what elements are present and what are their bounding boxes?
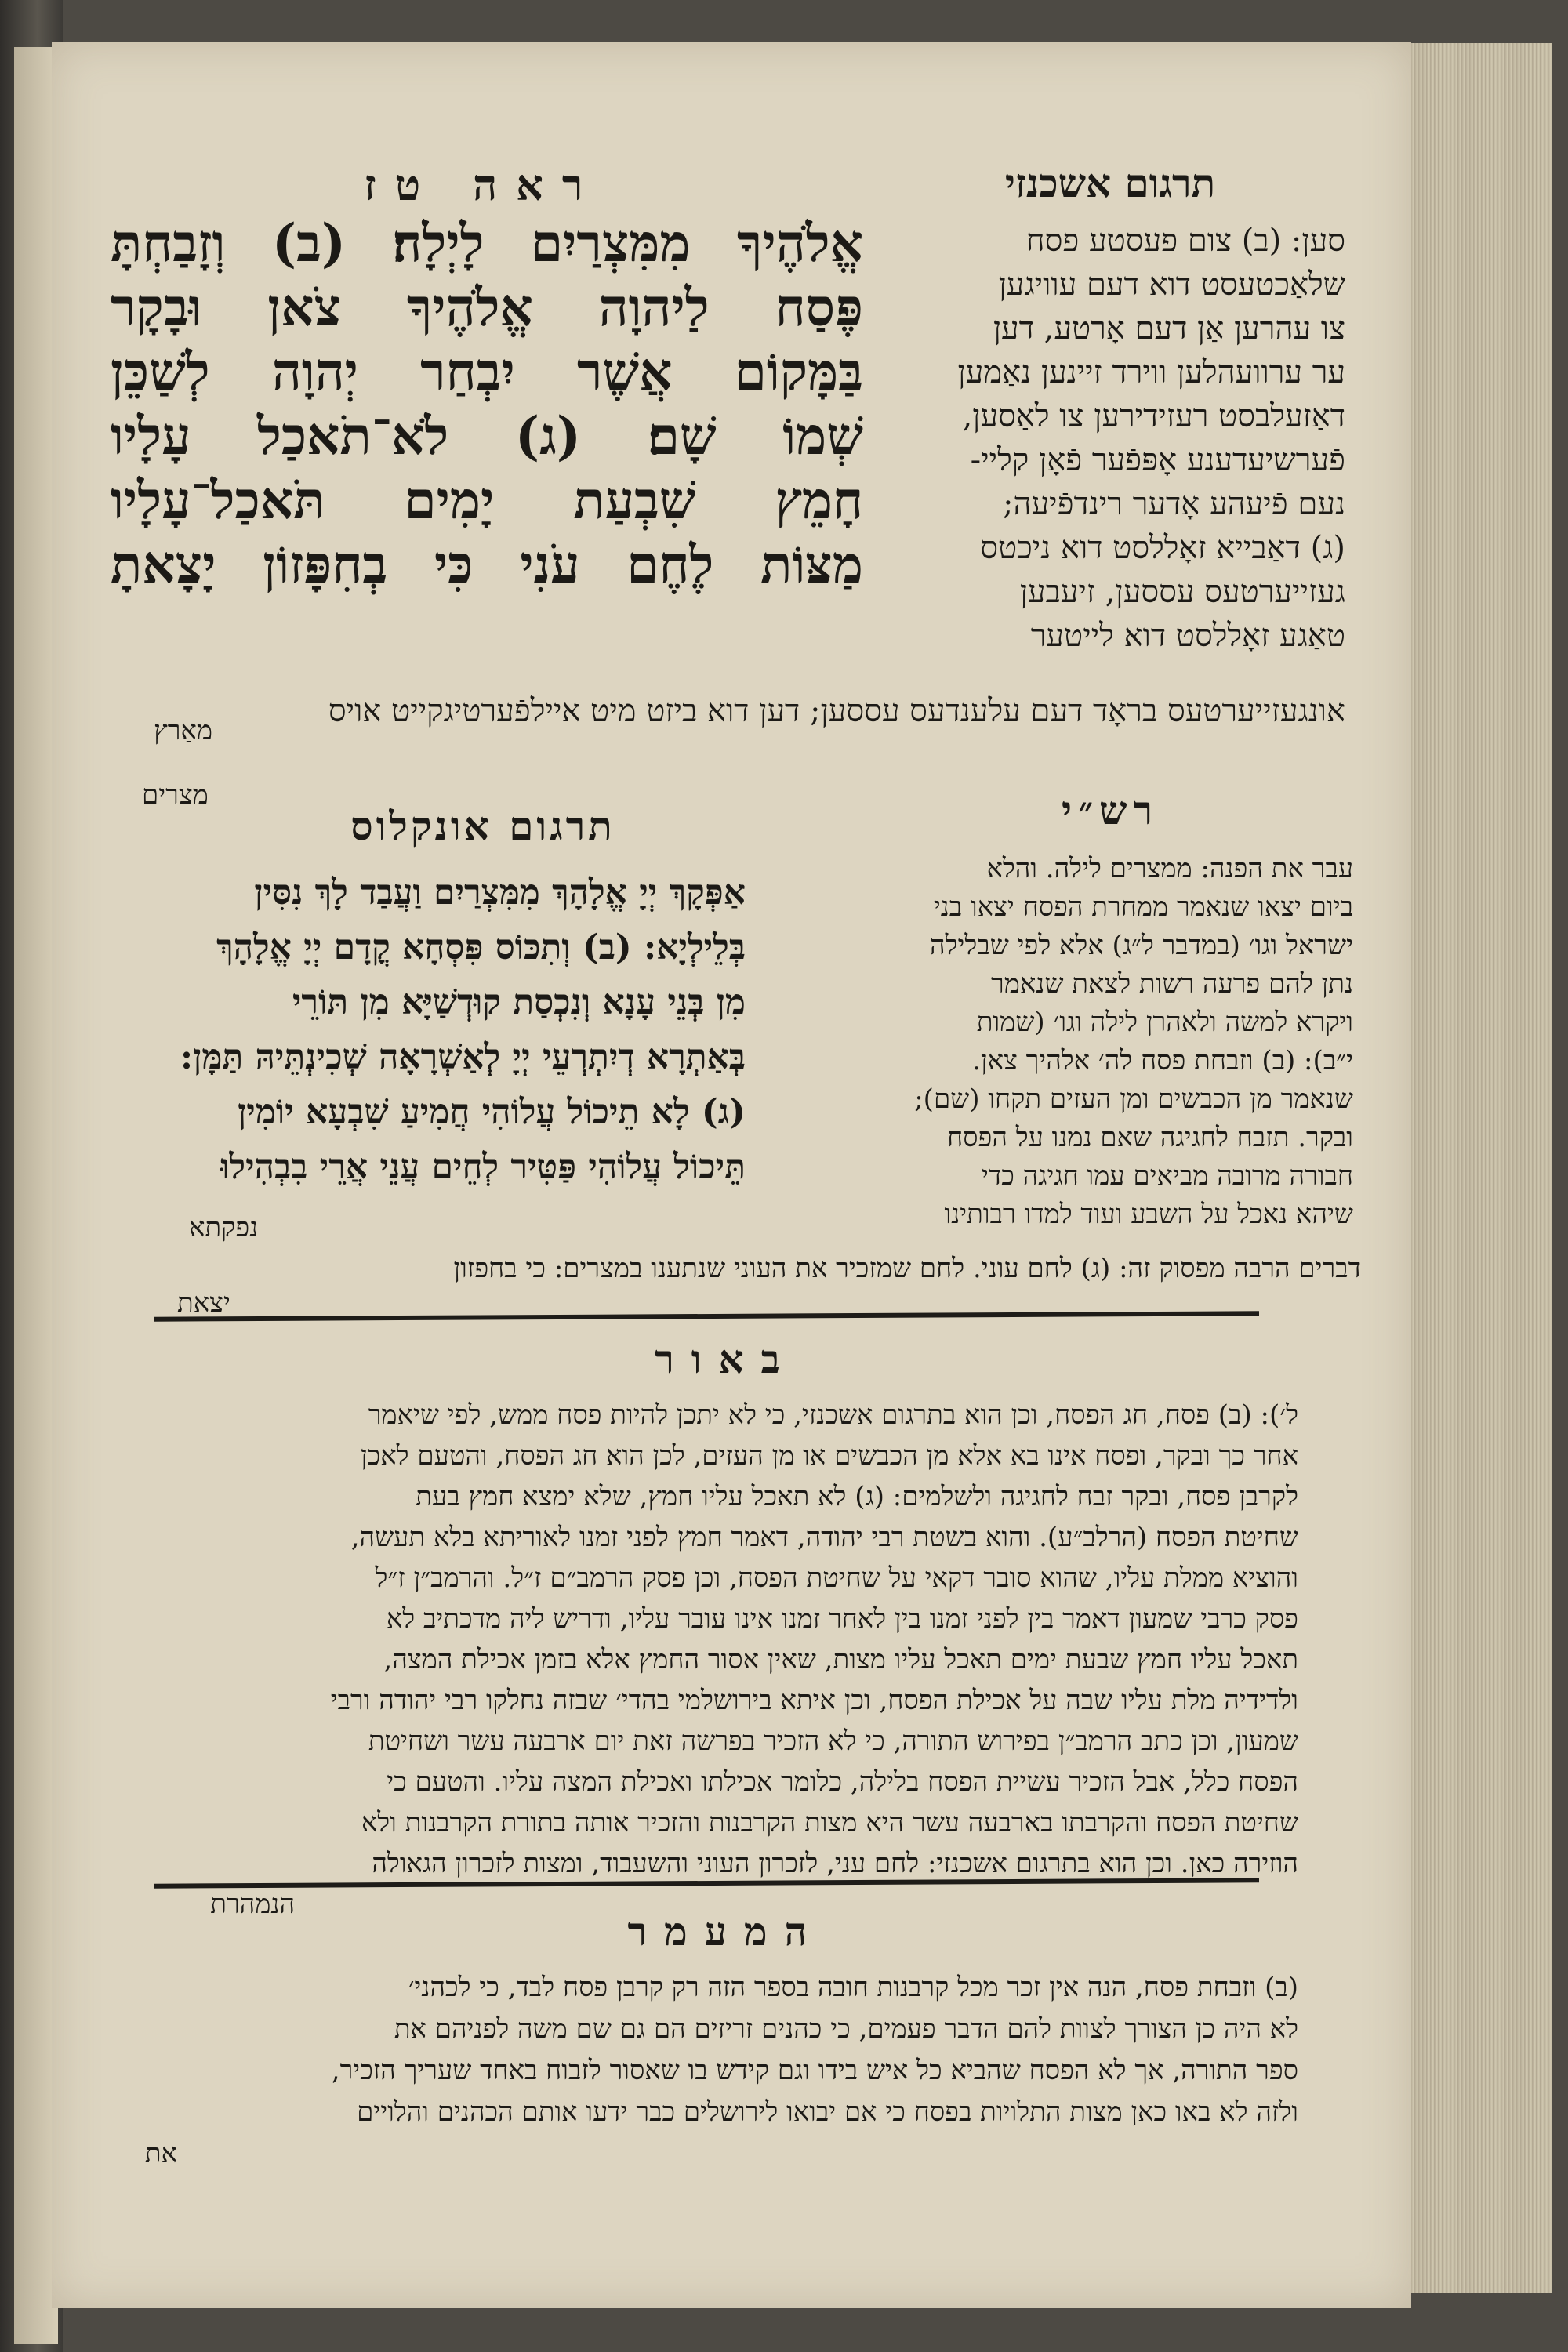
book-page (52, 42, 1411, 2308)
torah-line: שְׁמוֹ שָׁם׃ (ג) לֹא־תֹאכַל עָלָיו (111, 405, 863, 466)
translation-line: צו עהרען אַן דעם אָרטע, דען (993, 310, 1345, 347)
rashi-line: ובקר. תזבח לחגיגה שאם נמנו על הפסח (947, 1122, 1353, 1153)
biur-commentary (107, 1395, 1298, 1925)
translation-continuation-line: אונגעזייערטעס בראָד דעם עלענדעס עססען; דען דוא ביזט מיט איילפֿערטיגקייט אויס (328, 693, 1345, 729)
rashi-title: רש״י (1061, 787, 1160, 833)
biur-line: שחיטת הפסח והקרבתו בארבעה עשר היא מצות הקרבנות והזכיר אותה בתורת הקרבנות ולא (361, 1807, 1298, 1838)
biur-line: והוציא ממלת עליו, שהוא סובר דקאי על שחיטת הפסח, וכן פסק הרמב״ם ז״ל. והרמב״ן ז״ל (375, 1563, 1298, 1594)
translation-line: שלאַכטעסט דוא דעם עוויגען (998, 267, 1345, 303)
catchword-rashi: יצאת (177, 1287, 230, 1319)
biur-line: פסק כרבי שמעון דאמר בין לפני זמנו בין לאחר זמנו אינו עובר עליו, ודריש ליה מדכתיב לא (386, 1603, 1298, 1635)
hameamer-commentary (107, 1967, 1298, 2175)
rashi-line: שיהא נאכל על השבע ועוד למדו רבותינו (944, 1199, 1353, 1230)
biur-line: ולדידיה מלת עליו שבה על אכילת הפסח, וכן איתא בירושלמי בהדי׳ שבזה נחלקו רבי יהודה ורבי (330, 1685, 1298, 1716)
hameamer-catchword: את (144, 2138, 177, 2169)
translation-line: ער ערוועהלען ווירד זיינען נאַמען (957, 354, 1345, 390)
biur-line: תאכל עליו חמץ שבעת ימים תאכל עליו מצות, שאין אסור החמץ אלא בזמן אכילת המצה, (383, 1644, 1298, 1675)
onkelos-line: מִן בְּנֵי עָנָא וְנִכְסַת קוּדְשַׁיָּא מִן תּוֹרֵי (292, 982, 746, 1022)
biur-line: הפסח כלל, אבל הזכיר עשיית הפסח בלילה, כלומר אכילתו ואכילת המצה עליו. והטעם כי (387, 1766, 1298, 1798)
onkelos-line: אַפְּקָךְ יְיָ אֱלָהָךְ מִמִּצְרַיִם וַעֲבַד לָךְ נִסִּין (254, 873, 746, 913)
torah-line: פֶּסַח לַיהוָה אֱלֹהֶיךָ צֹאן וּבָקָר (111, 277, 863, 338)
biur-line: לקרבן פסח, ובקר זבח לחגיגה ולשלמים: (ג) לא תאכל עליו חמץ, שלא ימצא חמץ בעת (416, 1481, 1298, 1512)
biur-line: שמעון, וכן כתב הרמב״ן בפירוש התורה, כי לא הזכיר בפרשה זאת יום ארבעה עשר ושחיטת (368, 1726, 1298, 1757)
translation-line: טאַגע זאָללסט דוא לייטער (1030, 618, 1345, 654)
rashi-line: י״ב): (ב) וזבחת פסח לה׳ אלהיך צאן. (972, 1045, 1353, 1076)
torah-line: אֱלֹהֶיךָ מִמִּצְרַיִם לָיְלָה׃ (ב) וְזָבַחְתָּ (111, 212, 863, 274)
catchword-ashkenazi-next: מצרים (142, 779, 209, 811)
translation-line: געזייערטעס עססען, זיעבען (1019, 574, 1345, 610)
hameamer-line: ולזה לא באו כאן מצות התלויות בפסח כי אם יבואו לירושלים כבר ידעו אותם הכהנים והלויים (357, 2096, 1298, 2128)
translation-line: סען: (ב) צום פעסטע פסח (1025, 223, 1345, 259)
biur-line: אחר כך ובקר, ופסח אינו בא אלא מן הכבשים או מן העזים, לכן הוא חג הפסח, והטעם לאכן (360, 1440, 1298, 1472)
rashi-commentary (757, 850, 1353, 1234)
torah-text-block (111, 211, 863, 597)
onkelos-title: תרגום אונקלוס (350, 803, 615, 849)
translation-line: דאַזעלבסט רעזידירען צו לאַסען, (962, 398, 1345, 434)
rashi-line: ויקרא למשה ולאהרן לילה וגו׳ (שמות (976, 1007, 1353, 1038)
hameamer-title: המעמר (627, 1908, 825, 1955)
translation-column-header: תרגום אשכנזי (1004, 160, 1216, 206)
onkelos-line: בְּאַתְרָא דְיִתְרְעֵי יְיָ לְאַשְׁרָאָה שְׁכִינְתֵּיהּ תַּמָּן: (180, 1037, 746, 1077)
biur-title: באור (655, 1336, 797, 1382)
catchword-onkelos: נפקתא (189, 1212, 259, 1243)
hameamer-line: (ב) וזבחת פסח, הנה אין זכר מכל קרבנות חובה בספר הזה רק קרבן פסח לבד, כי לכהני׳ (408, 1972, 1298, 2003)
hameamer-line: ספר התורה, אך לא הפסח שהביא כל איש בידו וגם קידש בו שאסור לזבוח באחד שעריך הזכיר, (331, 2055, 1298, 2086)
biur-line: שחיטת הפסח (הרלב״ע). והוא בשטת רבי יהודה, דאמר חמץ לפני זמנו לאוריתא בלא תעשה, (350, 1522, 1298, 1553)
page-stack-edge (1403, 43, 1552, 2293)
catchword-ashkenazi: מאַרץ (154, 715, 212, 746)
rashi-line: חבורה מרובה מביאים עמו חגיגה כדי (981, 1160, 1353, 1192)
rashi-line: נתן להם פרעה רשות לצאת שנאמר (991, 968, 1353, 1000)
rashi-line: עבר את הפנה: ממצרים לילה. והלא (986, 853, 1353, 884)
onkelos-line: תֵּיכוֹל עֲלוֹהִי פַּטִּיר לְחֵים עֲנֵי אֲרֵי בִבְהִילוּ (220, 1147, 746, 1187)
torah-line: מַצּוֹת לֶחֶם עֹנִי כִּי בְחִפָּזוֹן יָצָאתָ (111, 534, 863, 595)
torah-line: בַּמָּקוֹם אֲשֶׁר יִבְחַר יְהוָה לְשַׁכֵּן (111, 341, 863, 402)
onkelos-line: בְּלֵילְיָא: (ב) וְתִכּוֹס פִּסְחָא קֳדָם יְיָ אֱלָהָךְ (216, 927, 746, 967)
translation-line: (ג) דאַבייא זאָללסט דוא ניכטס (980, 530, 1345, 566)
onkelos-translation (126, 866, 746, 1195)
biur-line: הוזירה כאן. וכן הוא בתרגום אשכנזי: לחם עני, לזכרון העוני והשעבוד, ומצות לזכרון הגאולה (372, 1848, 1298, 1879)
rashi-last-line: דברים הרבה מפסוק זה: (ג) לחם עוני. לחם שמזכיר את העוני שנתענו במצרים: כי בחפזון (453, 1253, 1361, 1284)
onkelos-line: (ג) לָא תֵיכוֹל עֲלוֹהִי חֲמִיעַ שִׁבְעָא יוֹמִין (238, 1092, 746, 1132)
torah-line: חָמֵץ שִׁבְעַת יָמִים תֹּאכַל־עָלָיו (111, 470, 863, 531)
biur-catchword: הנמהרת (210, 1889, 295, 1920)
rashi-line: שנאמר מן הכבשים ומן העזים תקחו (שם); (914, 1083, 1353, 1115)
rashi-line: ביום יצאו שנאמר ממחרת הפסח יצאו בני (933, 891, 1353, 923)
parsha-chapter-header: ראה טז (364, 160, 602, 210)
ashkenazi-translation-column (875, 219, 1345, 658)
translation-line: פֿערשיעדענע אָפּפֿער פֿאָן קליי- (970, 442, 1345, 478)
biur-line: ל׳): (ב) פסח, חג הפסח, וכן הוא בתרגום אשכנזי, כי לא יתכן להיות פסח ממש, לפי שיאמר (368, 1399, 1298, 1431)
section-divider (154, 1311, 1259, 1321)
hameamer-line: לא היה כן הצורך לצוות להם הדבר פעמים, כי כהנים זריזים הם גם שם משה לפניהם את (394, 2013, 1298, 2045)
rashi-line: ישראל וגו׳ (במדבר ל״ג) אלא לפי שבלילה (930, 930, 1353, 961)
translation-line: נעם פֿיעהע אָדער רינדפֿיעה; (1003, 486, 1345, 522)
